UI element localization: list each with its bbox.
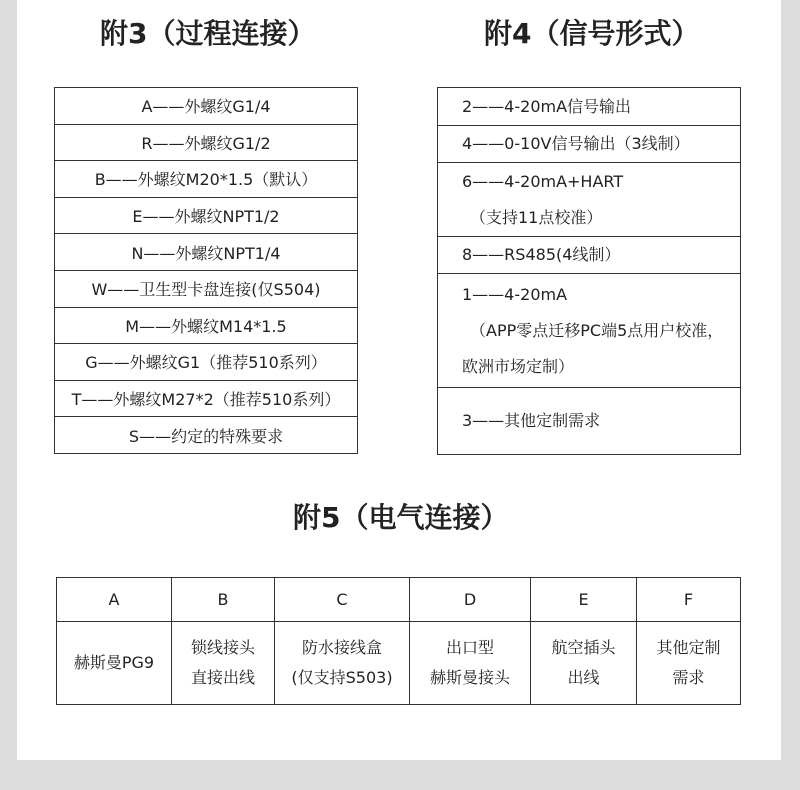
- table-row: [438, 388, 741, 455]
- signal-code-line: 3——其他定制需求: [462, 411, 601, 430]
- process-connection-option: S——约定的特殊要求: [55, 417, 358, 454]
- column-header: F: [637, 578, 741, 622]
- table-row: [55, 417, 358, 454]
- section5-title: 附5（电气连接）: [293, 501, 509, 534]
- table-row: [438, 163, 741, 237]
- option-text-line: 赫斯曼PG9: [73, 653, 155, 673]
- process-connection-option: R——外螺纹G1/2: [55, 124, 358, 161]
- column-header: C: [275, 578, 410, 622]
- electrical-connection-table: [56, 577, 741, 705]
- table-row: [55, 197, 358, 234]
- column-header: A: [57, 578, 172, 622]
- signal-code-line: 1——4-20mA: [462, 284, 568, 304]
- option-text-line: 直接出线: [190, 668, 255, 688]
- table-row: [438, 126, 741, 163]
- column-header: B: [172, 578, 275, 622]
- table-row: [55, 344, 358, 381]
- signal-form-option: [438, 388, 741, 455]
- signal-form-option: [438, 163, 741, 237]
- electrical-connection-option: [172, 622, 275, 705]
- option-text-line: 需求: [672, 668, 705, 688]
- option-text-line: 出线: [567, 668, 600, 688]
- process-connection-option: B——外螺纹M20*1.5（默认）: [55, 161, 358, 198]
- process-connection-option: M——外螺纹M14*1.5: [55, 307, 358, 344]
- process-connection-table: [54, 87, 358, 454]
- table-row: [55, 161, 358, 198]
- signal-form-option: [438, 237, 741, 274]
- electrical-connection-option: [531, 622, 637, 705]
- signal-form-option: [438, 274, 741, 388]
- process-connection-option: W——卫生型卡盘连接(仅S504): [55, 270, 358, 307]
- table-row: [55, 380, 358, 417]
- process-connection-option: N——外螺纹NPT1/4: [55, 234, 358, 271]
- section4-title: 附4（信号形式）: [484, 17, 700, 50]
- column-header: D: [410, 578, 531, 622]
- signal-code-line: 8——RS485(4线制）: [462, 245, 621, 264]
- process-connection-option: A——外螺纹G1/4: [55, 88, 358, 125]
- signal-note-line: （支持11点校准）: [470, 207, 603, 227]
- signal-form-option: [438, 126, 741, 163]
- signal-code-line: 6——4-20mA+HART: [462, 171, 624, 191]
- electrical-connection-option: [57, 622, 172, 705]
- signal-form-option: [438, 88, 741, 126]
- process-connection-option: E——外螺纹NPT1/2: [55, 197, 358, 234]
- table-row: [55, 307, 358, 344]
- column-header: E: [531, 578, 637, 622]
- electrical-connection-option: [275, 622, 410, 705]
- electrical-connection-option: [410, 622, 531, 705]
- option-text-line: 其他定制: [656, 638, 721, 658]
- electrical-connection-option: [637, 622, 741, 705]
- table-row: [438, 274, 741, 388]
- table-row: [438, 237, 741, 274]
- table-row: [55, 124, 358, 161]
- table-row: [55, 234, 358, 271]
- signal-note-line: 欧洲市场定制）: [462, 356, 575, 376]
- spec-sheet-page: [17, 0, 781, 760]
- signal-note-line: （APP零点迁移PC端5点用户校准，: [470, 320, 724, 340]
- signal-form-table: [437, 87, 741, 455]
- option-text-line: 出口型: [445, 638, 494, 658]
- table-row: [438, 88, 741, 126]
- section3-title: 附3（过程连接）: [100, 17, 316, 50]
- table-row: [55, 88, 358, 125]
- process-connection-option: T——外螺纹M27*2（推荐510系列）: [55, 380, 358, 417]
- process-connection-option: G——外螺纹G1（推荐510系列）: [55, 344, 358, 381]
- signal-code-line: 2——4-20mA信号输出: [462, 96, 632, 116]
- option-text-line: (仅支持S503): [291, 668, 393, 688]
- signal-code-line: 4——0-10V信号输出（3线制）: [462, 134, 690, 153]
- option-text-line: 航空插头: [551, 638, 616, 658]
- table-row: [55, 270, 358, 307]
- option-text-line: 防水接线盒: [301, 638, 382, 658]
- option-text-line: 锁线接头: [190, 638, 255, 658]
- option-text-line: 赫斯曼接头: [429, 668, 510, 688]
